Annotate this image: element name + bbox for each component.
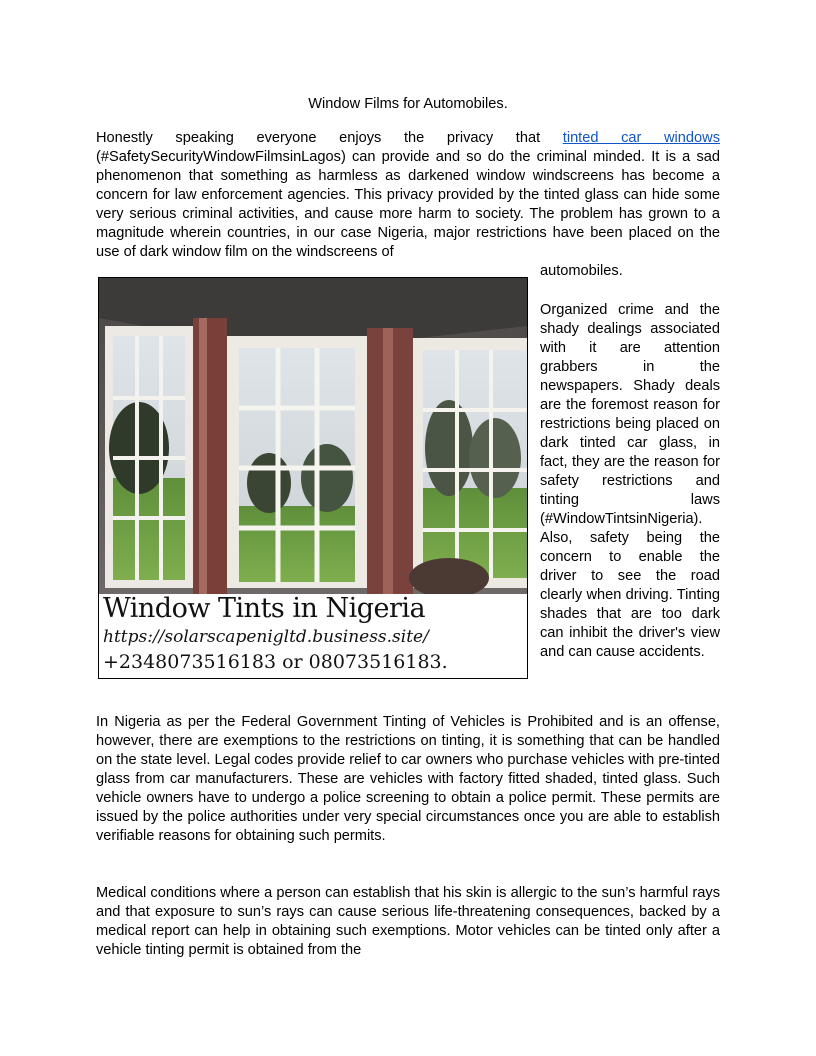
paragraph-intro-tail: automobiles. <box>540 263 623 279</box>
paragraph-nigeria-law: In Nigeria as per the Federal Government Tinting of Vehicles is Prohibited and is an offense, however, there are exemptions to the restrictions on tinting, it is something that can be handled on the state level. Legal codes provide relief to car owners who purchase vehicles with pre-tinted glass from car manufacturers. These are vehicles with factory fitted shaded, tinted glass. Such vehicle owners have to undergo a police screening to obtain a police permit. These permits are issued by the police authorities under very special circumstances once you are able to establish verifiable reasons for obtaining such permits. <box>96 714 720 844</box>
intro-text-end: (#SafetySecurityWindowFilmsinLagos) can provide and so do the criminal minded. It is a sad phenomenon that something as harmless as darkened window windscreens has become a concern for law enforcement agencies. This privacy provided by the tinted glass can hide some very serious criminal activities, and cause more harm to society. The problem has grown to a magnitude wherein countries, in our case Nigeria, major restrictions have been placed on the use of dark window film on the windscreens of <box>96 149 720 260</box>
paragraph-intro <box>96 129 720 262</box>
window-photo-figure <box>98 277 528 679</box>
tinted-car-windows-link[interactable]: tinted car windows <box>562 130 720 146</box>
intro-text-start: Honestly speaking everyone enjoys the privacy that <box>96 130 563 146</box>
window-photo <box>99 278 527 594</box>
paragraph-medical-conditions: Medical conditions where a person can establish that his skin is allergic to the sun’s harmful rays and that exposure to sun’s rays can cause serious life-threatening consequences, backed by a medical report can help in obtaining such exemptions. Motor vehicles can be tinted only after a vehicle tinting permit is obtained from the <box>96 885 720 958</box>
advert-url: https://solarscapenigltd.business.site/ <box>103 627 429 647</box>
advert-banner <box>99 594 527 678</box>
advert-phone: +2348073516183 or 08073516183. <box>103 651 448 673</box>
advert-title: Window Tints in Nigeria <box>103 593 426 624</box>
document-title: Window Films for Automobiles. <box>308 96 508 112</box>
paragraph-organized-crime: Organized crime and the shady dealings associated with it are attention grabbers in the newspapers. Shady deals are the foremost reason for restrictions being placed on dark tinted car glass, in fact, they are the reason for safety restrictions and tinting laws (#WindowTintsinNigeria). Also, safety being the concern to enable the driver to see the road clearly when driving. Tinting shades that are too dark can inhibit the driver's view and can cause accidents. <box>540 302 720 660</box>
